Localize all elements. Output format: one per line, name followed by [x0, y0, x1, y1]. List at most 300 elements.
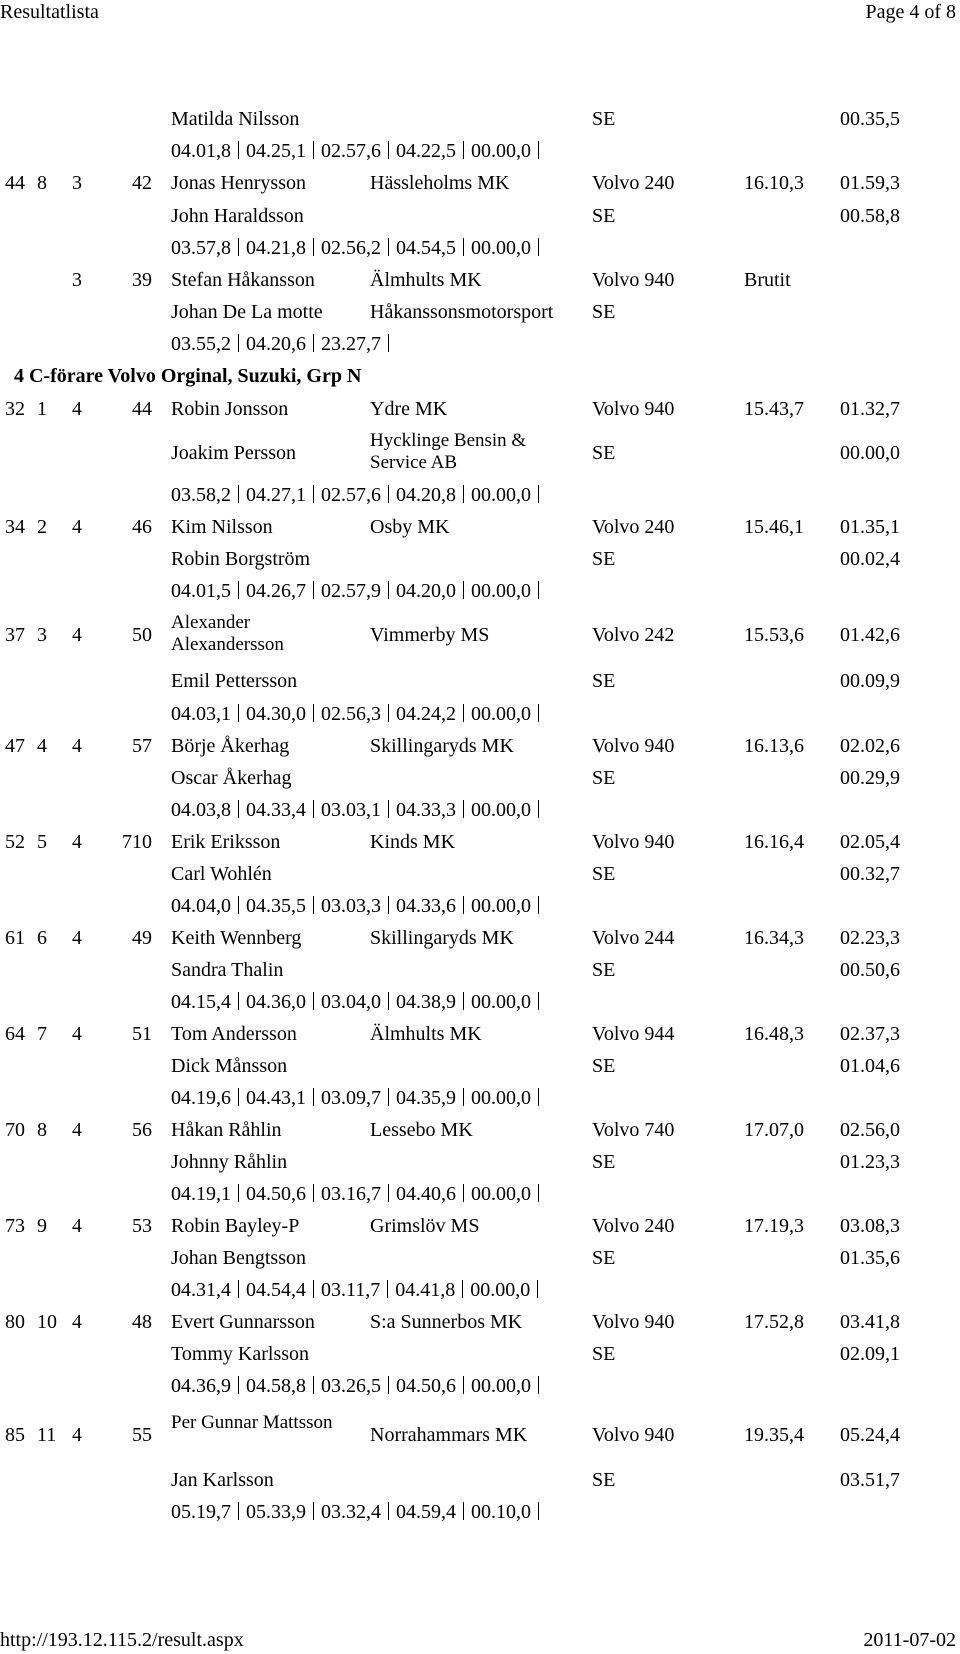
split-separator: [238, 1280, 239, 1298]
table-row: [0, 548, 960, 578]
time-diff: 00.50,6: [840, 959, 900, 981]
club-name: Vimmerby MS: [370, 624, 490, 646]
car-model: Volvo 240: [592, 1215, 675, 1237]
driver-name: Jan Karlsson: [171, 1469, 274, 1491]
split-time: 00.00,0: [471, 799, 531, 821]
split-times: [171, 799, 546, 821]
page-header-title: Resultatlista: [0, 1, 99, 23]
split-times: [171, 1375, 546, 1397]
start-number: 710: [122, 831, 152, 853]
driver-name: Kim Nilsson: [171, 516, 273, 538]
table-row: [0, 516, 960, 546]
split-time: 02.56,3: [321, 703, 381, 725]
split-separator: [538, 1502, 539, 1520]
club-name: Älmhults MK: [370, 1023, 482, 1045]
club-name: Håkanssonsmotorsport: [370, 301, 554, 323]
nationality: SE: [592, 959, 616, 981]
split-separator: [463, 896, 464, 914]
class-number: 3: [72, 172, 82, 194]
split-separator: [238, 704, 239, 722]
table-row: [0, 735, 960, 765]
split-separator: [538, 141, 539, 159]
split-separator: [313, 1088, 314, 1106]
total-time: 15.53,6: [744, 624, 804, 646]
table-row: [0, 108, 960, 138]
split-separator: [463, 1088, 464, 1106]
split-time: 05.19,7: [171, 1501, 231, 1523]
split-time: 03.58,2: [171, 484, 231, 506]
time-diff: 01.35,1: [840, 516, 900, 538]
time-diff: 03.08,3: [840, 1215, 900, 1237]
placement: 47: [5, 735, 25, 757]
split-separator: [538, 581, 539, 599]
split-time: 00.10,0: [471, 1501, 531, 1523]
driver-name: Johan Bengtsson: [171, 1247, 306, 1269]
club-name: Kinds MK: [370, 831, 456, 853]
split-separator: [313, 1184, 314, 1202]
page-number: Page 4 of 8: [865, 1, 956, 23]
split-separator: [313, 1376, 314, 1394]
car-model: Volvo 940: [592, 735, 675, 757]
car-model: Volvo 944: [592, 1023, 675, 1045]
placement: 85: [5, 1424, 25, 1446]
start-number: 55: [132, 1424, 152, 1446]
class-placement: 8: [37, 172, 47, 194]
total-time: 16.10,3: [744, 172, 804, 194]
split-time: 00.00,0: [471, 1087, 531, 1109]
split-time: 00.00,0: [471, 703, 531, 725]
split-time: 03.03,1: [321, 799, 381, 821]
table-row: [0, 172, 960, 202]
time-diff: 00.58,8: [840, 205, 900, 227]
driver-name: Håkan Råhlin: [171, 1119, 282, 1141]
placement: 34: [5, 516, 25, 538]
car-model: Volvo 240: [592, 516, 675, 538]
split-separator: [238, 581, 239, 599]
split-separator: [463, 485, 464, 503]
time-diff: 01.35,6: [840, 1247, 900, 1269]
split-separator: [313, 141, 314, 159]
class-placement: 10: [37, 1311, 57, 1333]
split-time: 00.00,0: [470, 1279, 531, 1301]
driver-name: Emil Pettersson: [171, 670, 298, 692]
split-time: 04.27,1: [246, 484, 306, 506]
nationality: SE: [592, 767, 616, 789]
driver-name: Stefan Håkansson: [171, 269, 315, 291]
class-number: 3: [72, 269, 82, 291]
car-model: Volvo 940: [592, 1311, 675, 1333]
driver-name: Erik Eriksson: [171, 831, 281, 853]
club-name: Skillingaryds MK: [370, 735, 514, 757]
club-name: S:a Sunnerbos MK: [370, 1311, 523, 1333]
class-number: 4: [72, 927, 82, 949]
split-separator: [388, 992, 389, 1010]
split-separator: [388, 896, 389, 914]
split-time: 03.11,7: [321, 1279, 381, 1301]
split-separator: [388, 800, 389, 818]
split-separator: [538, 704, 539, 722]
table-row: [0, 1412, 960, 1462]
split-separator: [388, 334, 389, 352]
split-time: 04.40,6: [396, 1183, 456, 1205]
split-separator: [388, 141, 389, 159]
split-time: 04.50,6: [396, 1375, 456, 1397]
placement: 64: [5, 1023, 25, 1045]
class-placement: 11: [37, 1424, 57, 1446]
placement: 32: [5, 398, 25, 420]
split-time: 03.09,7: [321, 1087, 381, 1109]
split-time: 04.54,5: [396, 237, 456, 259]
split-time: 04.35,5: [246, 895, 306, 917]
split-time: 04.22,5: [396, 140, 456, 162]
split-time: 04.19,1: [171, 1183, 231, 1205]
total-time: 16.16,4: [744, 831, 804, 853]
start-number: 39: [132, 269, 152, 291]
split-time: 04.35,9: [396, 1087, 456, 1109]
car-model: Volvo 940: [592, 1424, 675, 1446]
class-placement: 4: [37, 735, 47, 757]
car-model: Volvo 242: [592, 624, 675, 646]
split-time: 04.25,1: [246, 140, 306, 162]
split-separator: [313, 1280, 314, 1298]
total-time: 16.34,3: [744, 927, 804, 949]
nationality: SE: [592, 670, 616, 692]
class-number: 4: [72, 1119, 82, 1141]
table-row: [0, 863, 960, 893]
split-time: 04.36,0: [246, 991, 306, 1013]
table-row: [0, 269, 960, 299]
time-diff: 00.35,5: [840, 108, 900, 130]
split-separator: [313, 704, 314, 722]
table-row: [0, 1247, 960, 1277]
nationality: SE: [592, 548, 616, 570]
split-separator: [238, 1376, 239, 1394]
split-times: [171, 703, 546, 725]
table-row: [0, 959, 960, 989]
class-placement: 9: [37, 1215, 47, 1237]
class-number: 4: [72, 735, 82, 757]
time-diff: 02.37,3: [840, 1023, 900, 1045]
split-time: 04.20,8: [396, 484, 456, 506]
print-date: 2011-07-02: [863, 1629, 956, 1651]
split-time: 23.27,7: [321, 333, 381, 355]
time-diff: 02.23,3: [840, 927, 900, 949]
split-time: 04.03,1: [171, 703, 231, 725]
split-time: 04.59,4: [396, 1501, 456, 1523]
total-time: 17.07,0: [744, 1119, 804, 1141]
split-separator: [387, 1280, 388, 1298]
club-name: Norrahammars MK: [370, 1424, 528, 1446]
time-diff: 01.42,6: [840, 624, 900, 646]
nationality: SE: [592, 301, 616, 323]
split-separator: [388, 485, 389, 503]
placement: 61: [5, 927, 25, 949]
start-number: 49: [132, 927, 152, 949]
split-separator: [313, 238, 314, 256]
driver-name: Carl Wohlén: [171, 863, 272, 885]
total-time: Brutit: [744, 269, 791, 291]
time-diff: 02.02,6: [840, 735, 900, 757]
split-separator: [313, 896, 314, 914]
split-separator: [537, 1280, 538, 1298]
table-row: [0, 1311, 960, 1341]
class-placement: 6: [37, 927, 47, 949]
split-time: 04.33,3: [396, 799, 456, 821]
club-name: Ydre MK: [370, 398, 448, 420]
split-time: 04.58,8: [246, 1375, 306, 1397]
car-model: Volvo 240: [592, 172, 675, 194]
table-row: [0, 1469, 960, 1499]
split-time: 04.20,0: [396, 580, 456, 602]
driver-name: Keith Wennberg: [171, 927, 302, 949]
time-diff: 00.29,9: [840, 767, 900, 789]
split-time: 04.31,4: [171, 1279, 231, 1301]
split-separator: [463, 992, 464, 1010]
driver-name: Robin Jonsson: [171, 398, 289, 420]
split-time: 00.00,0: [471, 140, 531, 162]
start-number: 57: [132, 735, 152, 757]
split-time: 04.33,6: [396, 895, 456, 917]
time-diff: 02.09,1: [840, 1343, 900, 1365]
split-time: 03.57,8: [171, 237, 231, 259]
table-row: [0, 205, 960, 235]
start-number: 42: [132, 172, 152, 194]
split-separator: [538, 1184, 539, 1202]
split-time: 05.33,9: [246, 1501, 306, 1523]
page-url: http://193.12.115.2/result.aspx: [0, 1629, 244, 1651]
nationality: SE: [592, 863, 616, 885]
nationality: SE: [592, 1343, 616, 1365]
table-row: [0, 398, 960, 428]
split-separator: [538, 1376, 539, 1394]
split-times: [171, 991, 546, 1013]
split-separator: [238, 334, 239, 352]
table-row: [0, 831, 960, 861]
club-name: Älmhults MK: [370, 269, 482, 291]
split-separator: [538, 896, 539, 914]
class-placement: 8: [37, 1119, 47, 1141]
split-separator: [238, 1088, 239, 1106]
split-separator: [463, 1184, 464, 1202]
split-separator: [463, 141, 464, 159]
class-placement: 7: [37, 1023, 47, 1045]
placement: 52: [5, 831, 25, 853]
split-separator: [313, 581, 314, 599]
placement: 73: [5, 1215, 25, 1237]
split-time: 04.19,6: [171, 1087, 231, 1109]
driver-name: Oscar Åkerhag: [171, 767, 292, 789]
nationality: SE: [592, 108, 616, 130]
split-times: [171, 1183, 546, 1205]
placement: 70: [5, 1119, 25, 1141]
club-name: Skillingaryds MK: [370, 927, 514, 949]
time-diff: 05.24,4: [840, 1424, 900, 1446]
time-diff: 01.23,3: [840, 1151, 900, 1173]
split-separator: [388, 1502, 389, 1520]
split-time: 02.57,9: [321, 580, 381, 602]
driver-name: Johan De La motte: [171, 301, 323, 323]
start-number: 56: [132, 1119, 152, 1141]
placement: 80: [5, 1311, 25, 1333]
car-model: Volvo 940: [592, 831, 675, 853]
driver-name: Per Gunnar Mattsson: [171, 1412, 333, 1433]
table-row: [0, 1055, 960, 1085]
split-separator: [388, 238, 389, 256]
split-separator: [538, 992, 539, 1010]
driver-name: Tommy Karlsson: [171, 1343, 310, 1365]
start-number: 53: [132, 1215, 152, 1237]
split-separator: [538, 800, 539, 818]
split-time: 00.00,0: [471, 1375, 531, 1397]
split-separator: [463, 704, 464, 722]
nationality: SE: [592, 205, 616, 227]
class-placement: 3: [37, 624, 47, 646]
split-separator: [463, 1502, 464, 1520]
split-time: 04.03,8: [171, 799, 231, 821]
class-group-title: 4 C-förare Volvo Orginal, Suzuki, Grp N: [14, 365, 362, 387]
nationality: SE: [592, 1469, 616, 1491]
total-time: 15.46,1: [744, 516, 804, 538]
split-separator: [463, 238, 464, 256]
split-separator: [538, 238, 539, 256]
club-name: Osby MK: [370, 516, 450, 538]
class-number: 4: [72, 516, 82, 538]
split-separator: [238, 1184, 239, 1202]
split-separator: [388, 581, 389, 599]
driver-name: Joakim Persson: [171, 442, 296, 464]
split-times: [171, 580, 546, 602]
split-separator: [313, 334, 314, 352]
club-name: Grimslöv MS: [370, 1215, 480, 1237]
driver-name: Matilda Nilsson: [171, 108, 300, 130]
split-times: [171, 237, 546, 259]
split-separator: [238, 1502, 239, 1520]
time-diff: 00.00,0: [840, 442, 900, 464]
split-time: 04.24,2: [396, 703, 456, 725]
class-placement: 5: [37, 831, 47, 853]
club-name: Hycklinge Bensin & Service AB: [370, 430, 527, 473]
time-diff: 02.05,4: [840, 831, 900, 853]
split-time: 04.43,1: [246, 1087, 306, 1109]
start-number: 48: [132, 1311, 152, 1333]
start-number: 50: [132, 624, 152, 646]
split-separator: [463, 581, 464, 599]
split-separator: [238, 992, 239, 1010]
split-time: 04.20,6: [246, 333, 306, 355]
total-time: 17.19,3: [744, 1215, 804, 1237]
driver-name: Dick Månsson: [171, 1055, 288, 1077]
split-times: [171, 895, 546, 917]
split-separator: [388, 1376, 389, 1394]
split-time: 04.33,4: [246, 799, 306, 821]
car-model: Volvo 740: [592, 1119, 675, 1141]
time-diff: 01.32,7: [840, 398, 900, 420]
split-time: 04.26,7: [246, 580, 306, 602]
split-time: 03.32,4: [321, 1501, 381, 1523]
total-time: 17.52,8: [744, 1311, 804, 1333]
split-separator: [313, 800, 314, 818]
split-times: [171, 140, 546, 162]
table-row: [0, 612, 960, 662]
split-separator: [388, 1088, 389, 1106]
placement: 37: [5, 624, 25, 646]
split-separator: [313, 992, 314, 1010]
class-number: 4: [72, 398, 82, 420]
split-separator: [388, 1184, 389, 1202]
driver-name: John Haraldsson: [171, 205, 304, 227]
driver-name: Evert Gunnarsson: [171, 1311, 315, 1333]
split-time: 04.36,9: [171, 1375, 231, 1397]
split-time: 00.00,0: [471, 484, 531, 506]
driver-name: Börje Åkerhag: [171, 735, 290, 757]
split-time: 03.26,5: [321, 1375, 381, 1397]
driver-name: Robin Borgström: [171, 548, 311, 570]
class-placement: 2: [37, 516, 47, 538]
class-number: 4: [72, 1215, 82, 1237]
table-row: [0, 430, 960, 480]
split-times: [171, 1501, 546, 1523]
start-number: 44: [132, 398, 152, 420]
split-time: 02.57,6: [321, 484, 381, 506]
table-row: [0, 1151, 960, 1181]
table-row: [0, 1343, 960, 1373]
split-times: [171, 333, 396, 355]
nationality: SE: [592, 1055, 616, 1077]
split-times: [171, 1087, 546, 1109]
nationality: SE: [592, 442, 616, 464]
time-diff: 01.59,3: [840, 172, 900, 194]
split-time: 04.21,8: [246, 237, 306, 259]
time-diff: 00.32,7: [840, 863, 900, 885]
split-separator: [538, 485, 539, 503]
table-row: [0, 927, 960, 957]
class-number: 4: [72, 1023, 82, 1045]
total-time: 16.48,3: [744, 1023, 804, 1045]
split-time: 00.00,0: [471, 991, 531, 1013]
driver-name: Robin Bayley-P: [171, 1215, 300, 1237]
split-separator: [313, 1502, 314, 1520]
split-time: 02.56,2: [321, 237, 381, 259]
driver-name: Tom Andersson: [171, 1023, 297, 1045]
club-name: Hässleholms MK: [370, 172, 510, 194]
club-name: Lessebo MK: [370, 1119, 473, 1141]
split-times: [171, 1279, 545, 1301]
table-row: [0, 1023, 960, 1053]
split-time: 04.30,0: [246, 703, 306, 725]
total-time: 16.13,6: [744, 735, 804, 757]
start-number: 51: [132, 1023, 152, 1045]
driver-name: Sandra Thalin: [171, 959, 284, 981]
split-time: 04.15,4: [171, 991, 231, 1013]
driver-name: Alexander Alexandersson: [171, 612, 284, 655]
placement: 44: [5, 172, 25, 194]
split-time: 04.01,5: [171, 580, 231, 602]
split-time: 04.50,6: [246, 1183, 306, 1205]
start-number: 46: [132, 516, 152, 538]
split-separator: [463, 1376, 464, 1394]
split-time: 04.54,4: [246, 1279, 306, 1301]
class-number: 4: [72, 624, 82, 646]
split-time: 04.38,9: [396, 991, 456, 1013]
time-diff: 01.04,6: [840, 1055, 900, 1077]
split-time: 00.00,0: [471, 1183, 531, 1205]
driver-name: Jonas Henrysson: [171, 172, 306, 194]
time-diff: 03.41,8: [840, 1311, 900, 1333]
car-model: Volvo 940: [592, 269, 675, 291]
time-diff: 02.56,0: [840, 1119, 900, 1141]
table-row: [0, 301, 960, 331]
table-row: [0, 767, 960, 797]
